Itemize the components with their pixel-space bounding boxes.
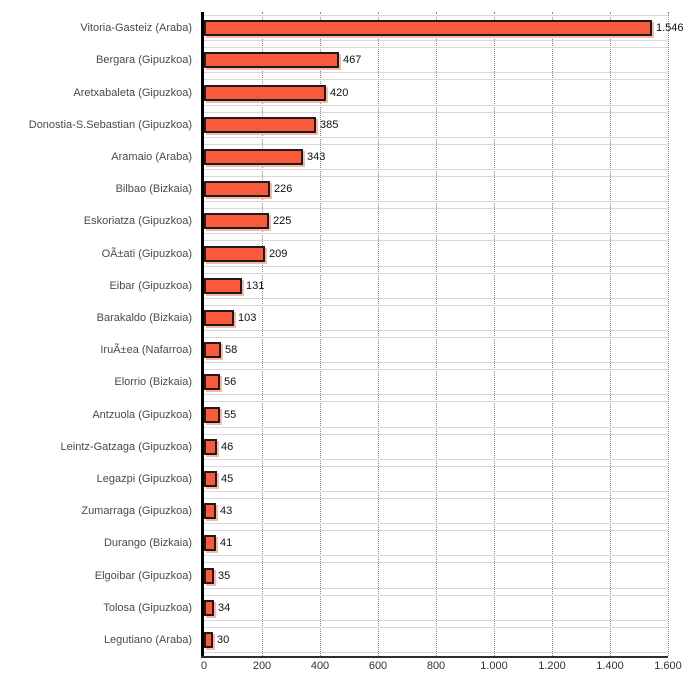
x-axis-line [201, 656, 668, 658]
category-axis [0, 12, 204, 656]
category-label: Elorrio (Bizkaia) [114, 376, 192, 389]
bar [204, 600, 214, 616]
x-tick-label: 200 [252, 660, 272, 672]
row-band-line [204, 562, 668, 588]
row-band-line [204, 466, 668, 492]
bar-value-label: 467 [343, 54, 362, 67]
bar-row [204, 76, 668, 108]
category-label: Elgoibar (Gipuzkoa) [94, 569, 192, 582]
bar-value-label: 385 [320, 118, 339, 131]
bar [204, 342, 221, 358]
category-label: Tolosa (Gipuzkoa) [103, 601, 192, 614]
category-label: Donostia-S.Sebastian (Gipuzkoa) [28, 118, 192, 131]
category-label: Bilbao (Bizkaia) [115, 183, 192, 196]
bar [204, 181, 270, 197]
x-tick-label: 400 [310, 660, 330, 672]
x-tick-label: 1.600 [654, 660, 682, 672]
bar-rows [204, 12, 684, 656]
bar-value-label: 41 [220, 537, 233, 550]
bar-value-label: 1.546 [656, 22, 684, 35]
bar-row [204, 527, 668, 559]
bar-value-label: 34 [218, 601, 231, 614]
y-axis-line [201, 12, 204, 656]
bar-value-label: 55 [224, 408, 237, 421]
bar [204, 52, 339, 68]
category-label: Barakaldo (Bizkaia) [96, 311, 192, 324]
bar-row [204, 237, 668, 269]
bar [204, 503, 216, 519]
bar-value-label: 226 [274, 183, 293, 196]
bar [204, 471, 217, 487]
row-band-line [204, 401, 668, 427]
bar-value-label: 43 [220, 505, 233, 518]
bar-value-label: 56 [224, 376, 237, 389]
bar-row [204, 12, 684, 44]
category-label: Aretxabaleta (Gipuzkoa) [73, 86, 192, 99]
bar-value-label: 103 [238, 311, 257, 324]
bar [204, 213, 269, 229]
bar-value-label: 30 [217, 633, 230, 646]
bar [204, 568, 214, 584]
plot-area [204, 12, 684, 656]
bar-value-label: 35 [218, 569, 231, 582]
x-tick-label: 1.000 [480, 660, 508, 672]
bar-row [204, 141, 668, 173]
category-label: Bergara (Gipuzkoa) [96, 54, 192, 67]
category-label: Durango (Bizkaia) [103, 537, 192, 550]
category-label: Legazpi (Gipuzkoa) [96, 472, 192, 485]
category-label: OÃ±ati (Gipuzkoa) [101, 247, 192, 260]
bar [204, 407, 220, 423]
bar-value-label: 131 [246, 279, 265, 292]
bar-row [204, 463, 668, 495]
bar-row [204, 398, 668, 430]
row-band-line [204, 369, 668, 395]
bar [204, 246, 265, 262]
category-label: Legutiano (Araba) [103, 633, 192, 646]
bar-row [204, 624, 668, 656]
bar [204, 278, 242, 294]
x-tick-label: 600 [368, 660, 388, 672]
bar [204, 20, 652, 36]
row-band-line [204, 434, 668, 460]
bar-row [204, 44, 668, 76]
bar [204, 374, 220, 390]
bar [204, 310, 234, 326]
category-label: Leintz-Gatzaga (Gipuzkoa) [60, 440, 192, 453]
category-label: Aramaio (Araba) [111, 150, 192, 163]
bar-value-label: 343 [307, 150, 326, 163]
bar-row [204, 495, 668, 527]
bar-value-label: 58 [225, 344, 238, 357]
row-band-line [204, 337, 668, 363]
row-band-line [204, 595, 668, 621]
category-label: Zumarraga (Gipuzkoa) [81, 505, 192, 518]
row-band-line [204, 273, 668, 299]
x-axis-tick-labels [200, 660, 682, 674]
row-band-line [204, 305, 668, 331]
category-label: Antzuola (Gipuzkoa) [92, 408, 192, 421]
category-label: Eibar (Gipuzkoa) [109, 279, 192, 292]
bar-row [204, 559, 668, 591]
bar-row [204, 431, 668, 463]
bar-row [204, 270, 668, 302]
bar-value-label: 420 [330, 86, 349, 99]
bar [204, 439, 217, 455]
row-band-line [204, 627, 668, 653]
bar-row [204, 302, 668, 334]
row-band-line [204, 498, 668, 524]
category-label: IruÃ±ea (Nafarroa) [100, 344, 192, 357]
bar-value-label: 45 [221, 472, 234, 485]
bar-value-label: 225 [273, 215, 292, 228]
x-tick-label: 1.200 [538, 660, 566, 672]
bar-row [204, 173, 668, 205]
gridline [668, 12, 669, 656]
x-tick-label: 1.400 [596, 660, 624, 672]
x-tick-label: 800 [426, 660, 446, 672]
category-label: Eskoriatza (Gipuzkoa) [83, 215, 192, 228]
bar [204, 535, 216, 551]
bar [204, 149, 303, 165]
x-tick-label: 0 [200, 660, 208, 672]
bar-value-label: 46 [221, 440, 234, 453]
bar [204, 85, 326, 101]
bar [204, 632, 213, 648]
bar-row [204, 592, 668, 624]
category-label: Vitoria-Gasteiz (Araba) [80, 22, 192, 35]
row-band-line [204, 530, 668, 556]
bar-row [204, 334, 668, 366]
bar [204, 117, 316, 133]
bar-value-label: 209 [269, 247, 288, 260]
bar-row [204, 205, 668, 237]
bar-row [204, 366, 668, 398]
bar-row [204, 109, 668, 141]
